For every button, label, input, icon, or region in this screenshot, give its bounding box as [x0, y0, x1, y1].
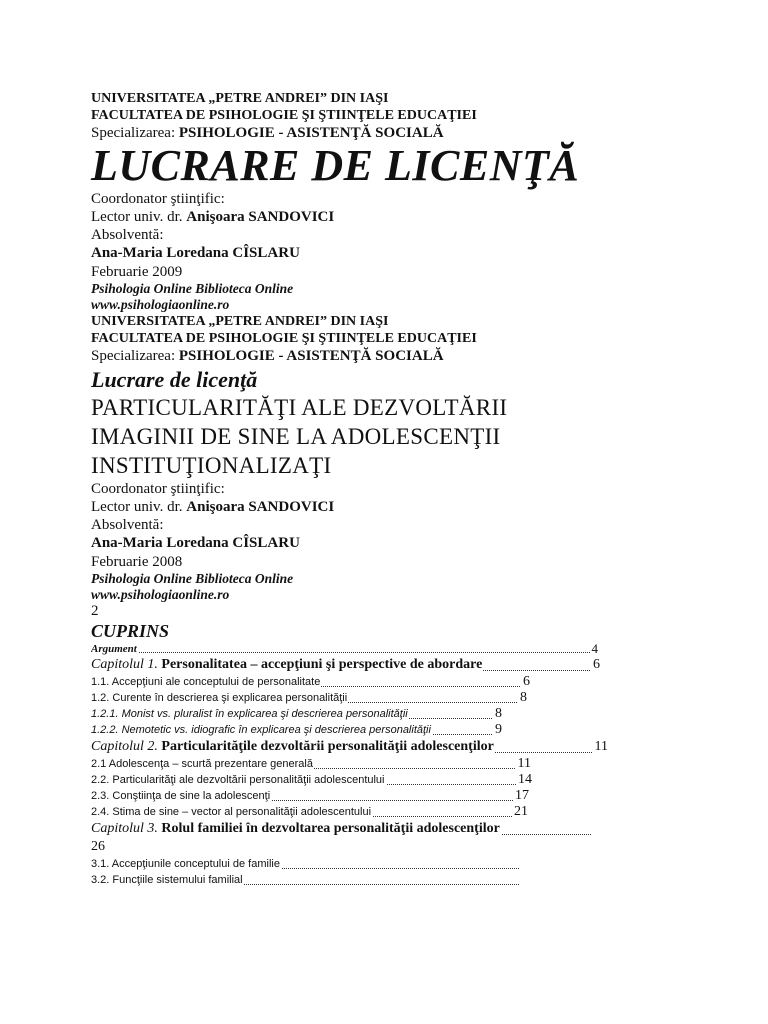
toc-entry-text: 1.2.1. Monist vs. pluralist în explicarea şi descrierea personalităţii [91, 708, 408, 720]
thesis-title-line-1: PARTICULARITĂŢI ALE DEZVOLTĂRII [91, 395, 508, 420]
graduate-label: Absolventă: [91, 227, 164, 243]
toc-entry-argument[interactable] [91, 642, 598, 656]
toc-entry-text: 3.2. Funcţiile sistemului familial [91, 874, 243, 886]
toc-entry-2-4[interactable] [91, 804, 528, 820]
toc-page-number: 11 [594, 739, 608, 754]
specialization-label-2: Specializarea: [91, 348, 179, 364]
toc-chapter-label: Capitolul 1. [91, 657, 162, 672]
toc-entry-3-1[interactable] [91, 856, 519, 872]
thesis-title-line-3: INSTITUŢIONALIZAŢI [91, 453, 332, 478]
toc-entry-chapter-1[interactable] [91, 656, 600, 674]
toc-page-number: 6 [593, 657, 600, 672]
thesis-type-title: LUCRARE DE LICENŢĂ [91, 141, 580, 190]
cover-date: Februarie 2009 [91, 264, 183, 280]
toc-entry-text: 1.2. Curente în descrierea şi explicarea personalităţii [91, 692, 348, 704]
toc-entry-1-2[interactable] [91, 690, 527, 706]
university-name-2: UNIVERSITATEA „PETRE ANDREI” DIN IAŞI [91, 314, 389, 329]
toc-entry-1-2-2[interactable] [91, 722, 502, 738]
toc-page-number: 6 [523, 674, 530, 689]
toc-entry-1-1[interactable] [91, 674, 530, 690]
toc-entry-text: 1.1. Accepţiuni ale conceptului de personalitate [91, 676, 321, 688]
source-site-2: www.psihologiaonline.ro [91, 587, 230, 602]
toc-heading: CUPRINS [91, 621, 170, 641]
source-name: Psihologia Online Biblioteca Online [91, 281, 294, 296]
toc-entry-text: Argument [91, 643, 137, 655]
toc-chapter-title: Personalitatea – accepţiuni şi perspective de abordare [161, 657, 483, 672]
coordinator-prefix: Lector univ. dr. [91, 209, 187, 225]
faculty-name-2: FACULTATEA DE PSIHOLOGIE ŞI ŞTIINŢELE EDUCAŢIEI [91, 331, 477, 346]
toc-entry-chapter-2[interactable] [91, 738, 608, 756]
toc-entry-text: 2.4. Stima de sine – vector al personalităţii adolescentului [91, 806, 372, 818]
specialization-label: Specializarea: [91, 125, 179, 141]
university-name: UNIVERSITATEA „PETRE ANDREI” DIN IAŞI [91, 91, 389, 106]
toc-entry-text: 2.3. Conştiinţa de sine la adolescenţi [91, 790, 271, 802]
toc-page-number: 4 [591, 642, 598, 656]
toc-chapter-label: Capitolul 2. [91, 739, 162, 754]
toc-page-number: 9 [495, 722, 502, 737]
toc-entry-chapter-3[interactable] [91, 820, 591, 838]
toc-page-number: 21 [514, 804, 528, 819]
toc-page-number: 17 [515, 788, 529, 803]
toc-entry-2-2[interactable] [91, 772, 532, 788]
toc-entry-text: 3.1. Accepţiunile conceptului de familie [91, 858, 280, 870]
specialization-value-2: PSIHOLOGIE - ASISTENŢĂ SOCIALĂ [178, 348, 444, 364]
specialization-value: PSIHOLOGIE - ASISTENŢĂ SOCIALĂ [178, 125, 444, 141]
toc-entry-text: 2.2. Particularităţi ale dezvoltării personalităţii adolescentului [91, 774, 385, 786]
coordinator-label: Coordonator ştiinţific: [91, 191, 225, 207]
coordinator-name: Anişoara SANDOVICI [186, 209, 335, 225]
graduate-label-2: Absolventă: [91, 517, 164, 533]
document-page [91, 90, 691, 888]
specialization-line-2 [91, 347, 691, 365]
toc-entry-2-1[interactable] [91, 756, 531, 772]
toc-page-number: 11 [517, 756, 531, 771]
source-name-2: Psihologia Online Biblioteca Online [91, 571, 294, 586]
toc-entry-1-2-1[interactable] [91, 706, 502, 722]
coordinator-name-2: Anişoara SANDOVICI [186, 499, 335, 515]
toc-entry-text: 1.2.2. Nemotetic vs. idiografic în explicarea şi descrierea personalităţii [91, 724, 431, 736]
toc-chapter-title: Rolul familiei în dezvoltarea personalităţii adolescenţilor [161, 821, 500, 836]
source-site: www.psihologiaonline.ro [91, 297, 230, 312]
toc-chapter-3-page: 26 [91, 839, 105, 854]
coordinator-line-2 [91, 498, 691, 516]
toc-page-number: 8 [520, 690, 527, 705]
toc-page-number: 14 [518, 772, 532, 787]
specialization-line [91, 124, 691, 142]
toc-entry-text: 2.1 Adolescenţa – scurtă prezentare generală [91, 758, 313, 770]
page-number: 2 [91, 603, 99, 619]
graduate-name: Ana-Maria Loredana CÎSLARU [91, 245, 300, 261]
toc-entry-3-2[interactable] [91, 872, 519, 888]
graduate-name-2: Ana-Maria Loredana CÎSLARU [91, 535, 300, 551]
thesis-type-subtitle: Lucrare de licenţă [91, 367, 258, 392]
coordinator-label-2: Coordonator ştiinţific: [91, 481, 225, 497]
faculty-name: FACULTATEA DE PSIHOLOGIE ŞI ŞTIINŢELE EDUCAŢIEI [91, 108, 477, 123]
coordinator-prefix-2: Lector univ. dr. [91, 499, 187, 515]
toc-page-number: 8 [495, 706, 502, 721]
title-page-date: Februarie 2008 [91, 554, 183, 570]
toc-entry-2-3[interactable] [91, 788, 529, 804]
thesis-title-line-2: IMAGINII DE SINE LA ADOLESCENŢII [91, 424, 501, 449]
toc-chapter-title: Particularităţile dezvoltării personalităţii adolescenţilor [161, 739, 494, 754]
toc-chapter-label: Capitolul 3. [91, 821, 162, 836]
coordinator-line [91, 208, 691, 226]
